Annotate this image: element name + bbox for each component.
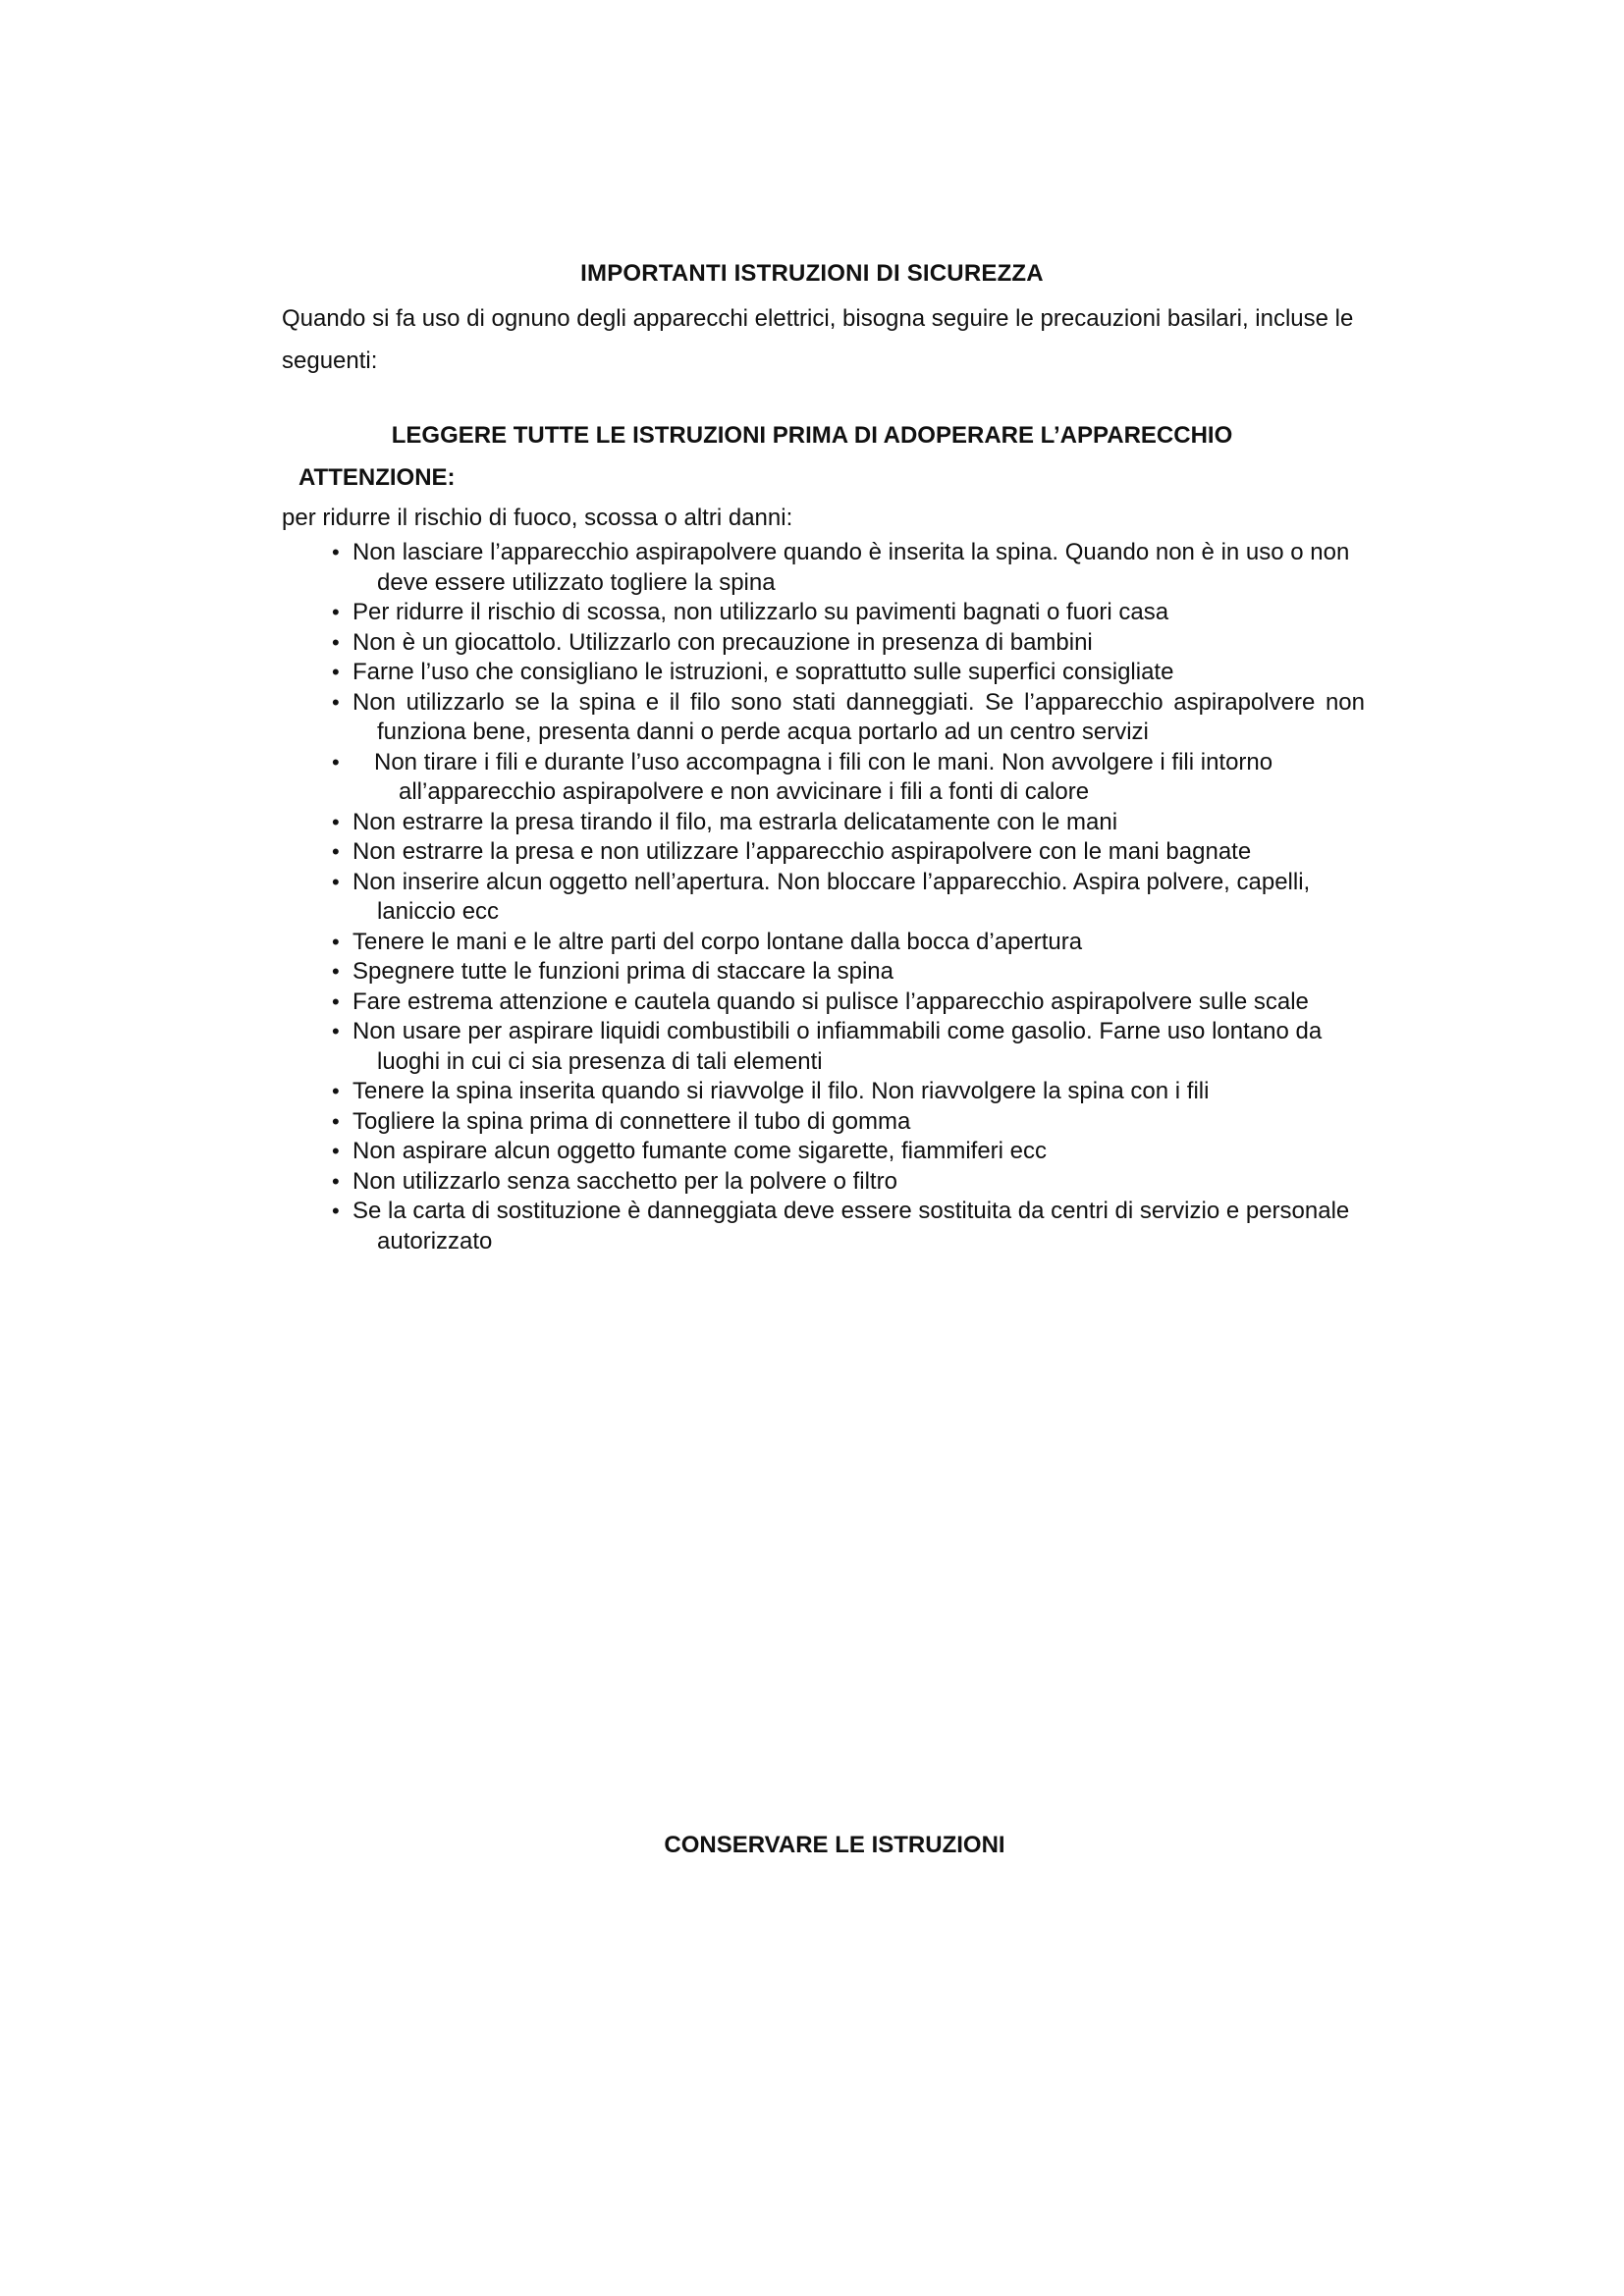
- intro-paragraph: Quando si fa uso di ognuno degli apparecchi elettrici, bisogna seguire le precauzioni basilari, incluse le seguenti:: [282, 305, 1354, 374]
- list-item-text: Tenere le mani e le altre parti del corpo lontane dalla bocca d’apertura: [352, 928, 1083, 955]
- list-item-text: Tenere la spina inserita quando si riavvolge il filo. Non riavvolgere la spina con i fili: [352, 1078, 1210, 1104]
- list-item-text: Non inserire alcun oggetto nell’apertura. Non bloccare l’apparecchio. Aspira polvere, capelli, laniccio ecc: [352, 868, 1311, 925]
- bullet-icon: •: [332, 869, 340, 894]
- list-item-text: Non estrarre la presa e non utilizzare l’apparecchio aspirapolvere con le mani bagnate: [352, 838, 1252, 865]
- bullet-icon: •: [332, 660, 340, 684]
- list-item-text: Fare estrema attenzione e cautela quando si pulisce l’apparecchio aspirapolvere sulle scale: [352, 988, 1309, 1015]
- list-item-text: Non utilizzarlo senza sacchetto per la polvere o filtro: [352, 1167, 897, 1195]
- list-item: [324, 628, 1365, 659]
- bullet-icon: •: [332, 959, 340, 984]
- list-item-text: Farne l’uso che consigliano le istruzioni, e soprattutto sulle superfici consigliate: [352, 659, 1174, 685]
- read-all-heading: LEGGERE TUTTE LE ISTRUZIONI PRIMA DI ADOPERARE L’APPARECCHIO: [391, 422, 1233, 449]
- list-item: [324, 688, 1365, 748]
- list-item: [324, 1107, 1365, 1138]
- bullet-icon: •: [332, 839, 340, 864]
- bullet-icon: •: [332, 1079, 340, 1103]
- bullet-icon: •: [332, 929, 340, 954]
- list-item: [324, 957, 1365, 988]
- list-item: [324, 1017, 1365, 1077]
- list-item: [324, 868, 1365, 928]
- list-item-text: Non estrarre la presa tirando il filo, ma estrarla delicatamente con le mani: [352, 808, 1118, 835]
- safety-instructions-list: [324, 538, 1365, 1256]
- list-item: [324, 988, 1365, 1018]
- list-item: [324, 1197, 1365, 1256]
- bullet-icon: •: [332, 629, 340, 655]
- list-item: [324, 748, 1365, 808]
- list-item-text: Se la carta di sostituzione è danneggiata deve essere sostituita da centri di servizio e personale autorizzato: [352, 1198, 1350, 1255]
- list-item: [324, 598, 1365, 628]
- list-item-text: Non utilizzarlo se la spina e il filo sono stati danneggiati. Se l’apparecchio aspirapolvere non funziona bene, presenta danni o perde acqua portarlo ad un centro servizi: [352, 688, 1365, 745]
- list-item: [324, 1137, 1365, 1167]
- list-item-text: Non usare per aspirare liquidi combustibili o infiammabili come gasolio. Farne uso lontano da luoghi in cui ci sia presenza di tali elementi: [352, 1018, 1323, 1075]
- list-item: [324, 1167, 1365, 1198]
- list-item-text: Non tirare i fili e durante l’uso accompagna i fili con le mani. Non avvolgere i fili intorno all’apparecchio aspirapolvere e non avvicinare i fili a fonti di calore: [374, 748, 1273, 805]
- list-item: [324, 538, 1365, 598]
- list-item-text: Non è un giocattolo. Utilizzarlo con precauzione in presenza di bambini: [352, 628, 1093, 656]
- bullet-icon: •: [332, 1199, 340, 1223]
- list-item-text: Spegnere tutte le funzioni prima di staccare la spina: [352, 958, 893, 985]
- warning-heading: ATTENZIONE:: [298, 464, 456, 491]
- bullet-icon: •: [332, 1108, 340, 1134]
- list-item-text: Non aspirare alcun oggetto fumante come sigarette, fiammiferi ecc: [352, 1138, 1048, 1164]
- list-item-text: Non lasciare l’apparecchio aspirapolvere quando è inserita la spina. Quando non è in uso o non deve essere utilizzato togliere la spina: [352, 539, 1350, 596]
- list-item: [324, 837, 1365, 868]
- list-item: [324, 808, 1365, 838]
- document-title: IMPORTANTI ISTRUZIONI DI SICUREZZA: [580, 260, 1044, 287]
- footer-heading: CONSERVARE LE ISTRUZIONI: [664, 1832, 1005, 1858]
- bullet-icon: •: [332, 1019, 340, 1043]
- bullet-icon: •: [332, 809, 340, 834]
- risk-intro: per ridurre il rischio di fuoco, scossa o altri danni:: [282, 505, 793, 531]
- list-item: [324, 1077, 1365, 1107]
- bullet-icon: •: [332, 689, 340, 715]
- bullet-icon: •: [332, 1168, 340, 1194]
- bullet-icon: •: [332, 749, 340, 774]
- bullet-icon: •: [332, 540, 340, 564]
- bullet-icon: •: [332, 600, 340, 624]
- list-item-text: Togliere la spina prima di connettere il tubo di gomma: [352, 1107, 911, 1135]
- bullet-icon: •: [332, 988, 340, 1014]
- bullet-icon: •: [332, 1139, 340, 1163]
- list-item: [324, 658, 1365, 688]
- list-item-text: Per ridurre il rischio di scossa, non utilizzarlo su pavimenti bagnati o fuori casa: [352, 599, 1169, 625]
- list-item: [324, 928, 1365, 958]
